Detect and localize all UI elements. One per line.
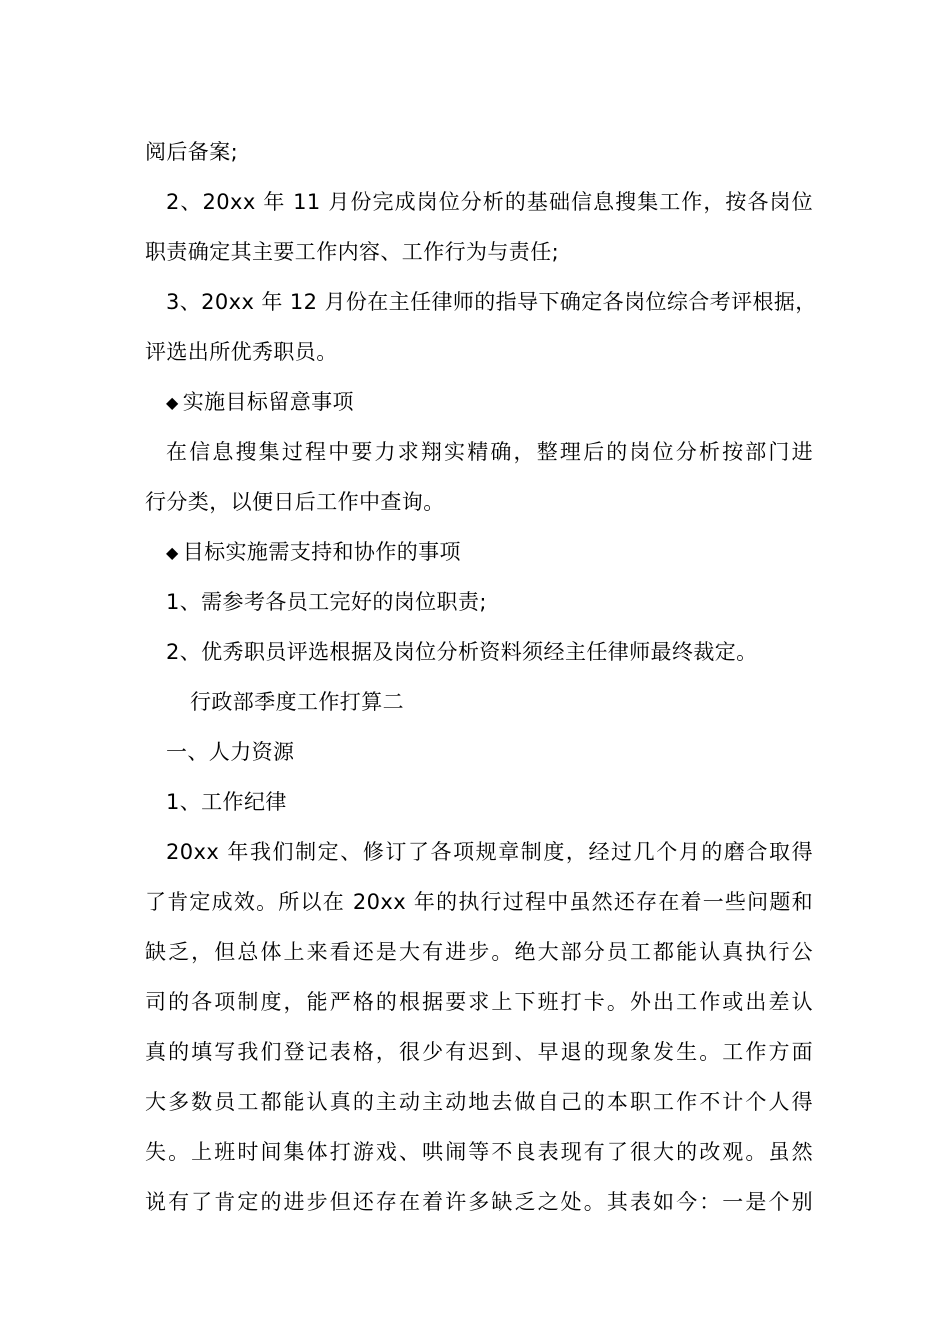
section-title: 行政部季度工作打算二 — [190, 690, 404, 714]
paragraph-line: 行分类，以便日后工作中查询。 — [145, 490, 445, 514]
list-item-line: 1、需参考各员工完好的岗位职责; — [166, 590, 487, 614]
bullet-heading-text: 目标实施需支持和协作的事项 — [182, 540, 461, 564]
bullet-heading-text: 实施目标留意事项 — [182, 390, 354, 414]
paragraph-line: 职责确定其主要工作内容、工作行为与责任; — [145, 240, 560, 264]
paragraph-line: 真的填写我们登记表格，很少有迟到、早退的现象发生。工作方面 — [145, 1040, 813, 1064]
diamond-bullet-icon: ◆ — [166, 543, 179, 562]
bullet-heading — [145, 527, 813, 577]
paragraph-line: 说有了肯定的进步但还存在着许多缺乏之处。其表如今：一是个别 — [145, 1190, 813, 1214]
paragraph-line: 了肯定成效。所以在 20xx 年的执行过程中虽然还存在着一些问题和 — [145, 890, 813, 914]
paragraph-line: 阅后备案; — [145, 140, 239, 164]
paragraph-line: 大多数员工都能认真的主动主动地去做自己的本职工作不计个人得 — [145, 1090, 813, 1114]
list-item-line: 2、20xx 年 11 月份完成岗位分析的基础信息搜集工作，按各岗位 — [166, 190, 813, 214]
diamond-bullet-icon: ◆ — [166, 393, 179, 412]
paragraph-line: 20xx 年我们制定、修订了各项规章制度，经过几个月的磨合取得 — [166, 840, 813, 864]
list-item-line: 3、20xx 年 12 月份在主任律师的指导下确定各岗位综合考评根据， — [166, 290, 817, 314]
paragraph-line: 司的各项制度，能严格的根据要求上下班打卡。外出工作或出差认 — [145, 990, 813, 1014]
list-item-line: 2、优秀职员评选根据及岗位分析资料须经主任律师最终裁定。 — [166, 640, 758, 664]
paragraph-line: 缺乏，但总体上来看还是大有进步。绝大部分员工都能认真执行公 — [145, 940, 813, 964]
paragraph-line: 评选出所优秀职员。 — [145, 340, 338, 364]
paragraph-line: 失。上班时间集体打游戏、哄闹等不良表现有了很大的改观。虽然 — [145, 1140, 813, 1164]
paragraph-line: 在信息搜集过程中要力求翔实精确，整理后的岗位分析按部门进 — [166, 440, 813, 464]
bullet-heading — [145, 377, 813, 427]
section-heading: 一、人力资源 — [166, 740, 295, 764]
document-body — [145, 127, 817, 1227]
subsection-heading: 1、工作纪律 — [166, 790, 287, 814]
